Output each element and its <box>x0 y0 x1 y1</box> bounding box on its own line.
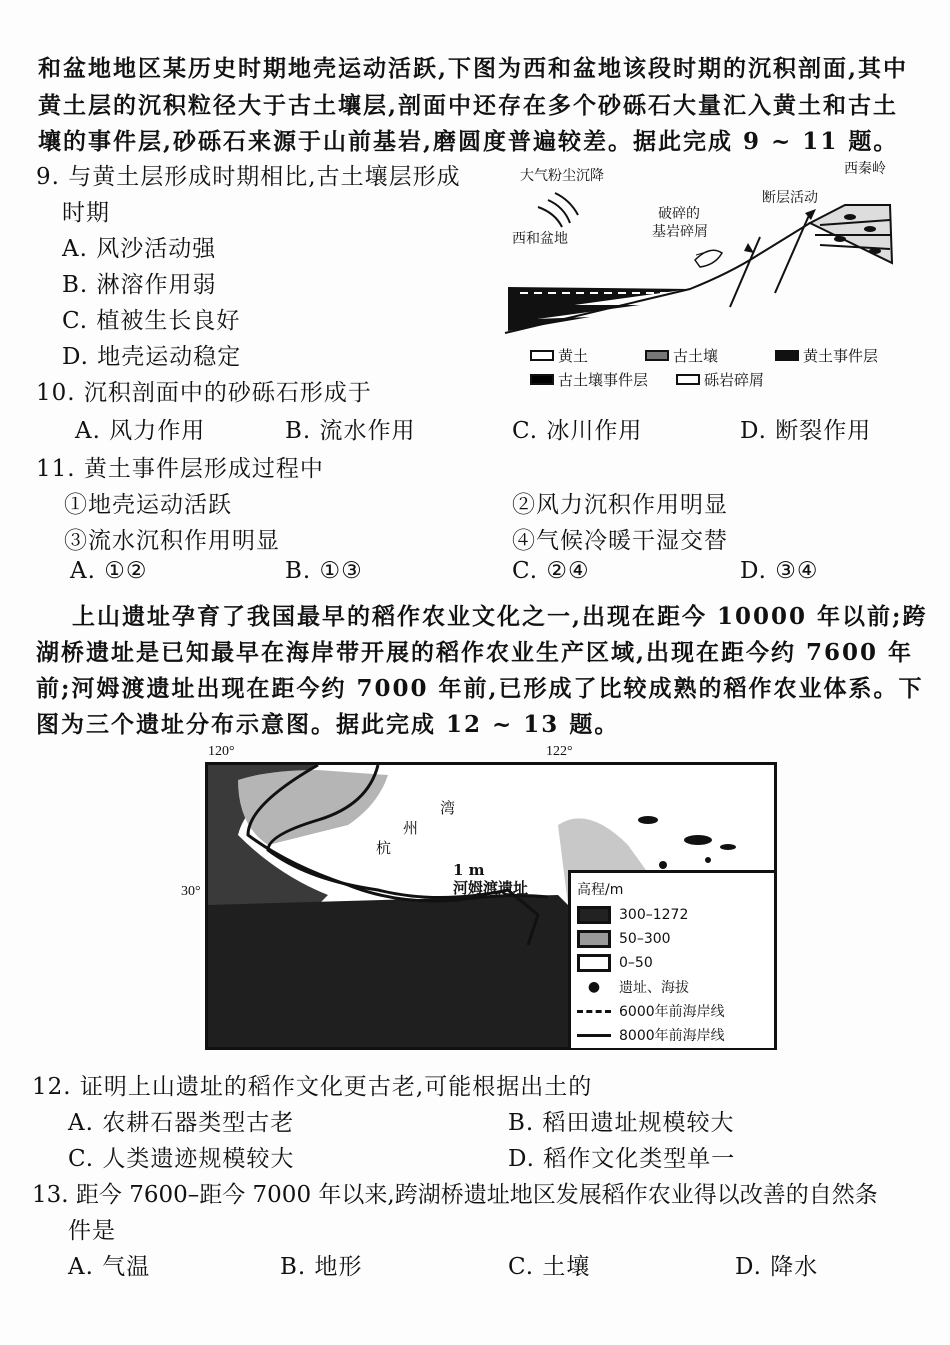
q12-option-d[interactable]: D. 稻作文化类型单一 <box>508 1146 736 1172</box>
q11-item-4: ④气候冷暖干湿交替 <box>512 528 728 554</box>
q10-option-d[interactable]: D. 断裂作用 <box>740 418 872 444</box>
q10-option-b[interactable]: B. 流水作用 <box>285 418 416 444</box>
swatch-elev-mid <box>577 930 611 948</box>
label-basin: 西和盆地 <box>512 231 568 247</box>
q11-option-a[interactable]: A. ①② <box>70 558 148 584</box>
q11-item-3: ③流水沉积作用明显 <box>64 528 280 554</box>
label-debris: 基岩碎屑 <box>652 224 708 240</box>
label-debris: 破碎的 <box>658 206 700 222</box>
label-bay: 杭 <box>376 839 392 857</box>
q9-option-b[interactable]: B. 淋溶作用弱 <box>62 272 217 298</box>
q12-option-b[interactable]: B. 稻田遗址规模较大 <box>508 1110 735 1136</box>
dashed-line-icon <box>577 1010 611 1013</box>
legend-elev-mid: 50–300 <box>577 927 774 951</box>
label-dust-deposition: 大气粉尘沉降 <box>520 168 604 184</box>
intro-line: 和盆地地区某历史时期地壳运动活跃,下图为西和盆地该段时期的沉积剖面,其中 <box>38 55 909 82</box>
legend-elev-high: 300–1272 <box>577 903 774 927</box>
swatch-paleosol-event <box>530 374 554 385</box>
legend-loess-event: 黄土事件层 <box>775 345 878 366</box>
map-legend <box>568 870 774 1048</box>
intro-line: 图为三个遗址分布示意图。据此完成 12 ~ 13 题。 <box>36 711 620 738</box>
q13-option-c[interactable]: C. 土壤 <box>508 1254 591 1280</box>
q13-stem: 件是 <box>68 1218 116 1244</box>
q9-option-d[interactable]: D. 地壳运动稳定 <box>62 344 242 370</box>
intro-line: 壤的事件层,砂砾石来源于山前基岩,磨圆度普遍较差。据此完成 9 ~ 11 题。 <box>38 128 899 155</box>
q10-option-c[interactable]: C. 冰川作用 <box>512 418 643 444</box>
lat-label-30: 30° <box>181 884 201 899</box>
q11-item-1: ①地壳运动活跃 <box>64 492 232 518</box>
legend-gravel-debris: 砾岩碎屑 <box>676 369 764 390</box>
intro-line: 湖桥遗址是已知最早在海岸带开展的稻作农业生产区域,出现在距今约 7600 年 <box>36 639 914 666</box>
q13-option-b[interactable]: B. 地形 <box>280 1254 363 1280</box>
q9-stem: 9. 与黄土层形成时期相比,古土壤层形成 <box>36 164 461 190</box>
legend-loess: 黄土 <box>530 345 588 366</box>
swatch-elev-low <box>577 954 611 972</box>
sediment-profile-figure <box>500 155 920 395</box>
swatch-loess-event <box>775 350 799 361</box>
label-mountain: 西秦岭 <box>844 161 886 177</box>
q12-option-c[interactable]: C. 人类遗迹规模较大 <box>68 1146 295 1172</box>
swatch-gravel-debris <box>676 374 700 385</box>
legend-paleosol: 古土壤 <box>645 345 718 366</box>
intro-line: 上山遗址孕育了我国最早的稻作农业文化之一,出现在距今 10000 年以前;跨 <box>72 603 928 630</box>
lon-label-122: 122° <box>546 744 573 759</box>
legend-coast-6000: 6000年前海岸线 <box>577 999 774 1023</box>
q13-option-a[interactable]: A. 气温 <box>68 1254 151 1280</box>
legend-coast-8000: 8000年前海岸线 <box>577 1023 774 1047</box>
intro-line: 前;河姆渡遗址出现在距今约 7000 年前,已形成了比较成熟的稻作农业体系。下 <box>36 675 924 702</box>
q12-option-a[interactable]: A. 农耕石器类型古老 <box>68 1110 295 1136</box>
label-bay: 州 <box>403 819 419 837</box>
swatch-elev-high <box>577 906 611 924</box>
swatch-loess <box>530 350 554 361</box>
solid-line-icon <box>577 1034 611 1037</box>
legend-paleosol-event: 古土壤事件层 <box>530 369 648 390</box>
swatch-paleosol <box>645 350 669 361</box>
q13-stem: 13. 距今 7600–距今 7000 年以来,跨湖桥遗址地区发展稻作农业得以改善的自然条 <box>32 1182 878 1208</box>
q10-option-a[interactable]: A. 风力作用 <box>75 418 206 444</box>
q9-option-c[interactable]: C. 植被生长良好 <box>62 308 241 334</box>
q11-option-d[interactable]: D. ③④ <box>740 558 819 584</box>
intro-line: 黄土层的沉积粒径大于古土壤层,剖面中还存在多个砂砾石大量汇入黄土和古土 <box>38 92 899 119</box>
q11-option-c[interactable]: C. ②④ <box>512 558 590 584</box>
q12-stem: 12. 证明上山遗址的稻作文化更古老,可能根据出土的 <box>32 1074 593 1100</box>
q13-option-d[interactable]: D. 降水 <box>735 1254 819 1280</box>
label-elevation: 1 m <box>453 861 485 879</box>
q11-stem: 11. 黄土事件层形成过程中 <box>36 456 324 482</box>
label-bay: 湾 <box>440 799 456 817</box>
q9-option-a[interactable]: A. 风沙活动强 <box>62 236 217 262</box>
dot-icon: ● <box>587 979 601 995</box>
label-fault: 断层活动 <box>762 190 818 206</box>
legend-elev-low: 0–50 <box>577 951 774 975</box>
lon-label-120: 120° <box>208 744 235 759</box>
legend-site: ● 遗址、海拔 <box>577 975 774 999</box>
q9-stem: 时期 <box>62 200 110 226</box>
q11-option-b[interactable]: B. ①③ <box>285 558 363 584</box>
q11-item-2: ②风力沉积作用明显 <box>512 492 728 518</box>
legend-title: 高程/m <box>577 882 624 898</box>
label-hemudu-site: 河姆渡遗址 <box>453 879 529 897</box>
q10-stem: 10. 沉积剖面中的砂砾石形成于 <box>36 380 372 406</box>
